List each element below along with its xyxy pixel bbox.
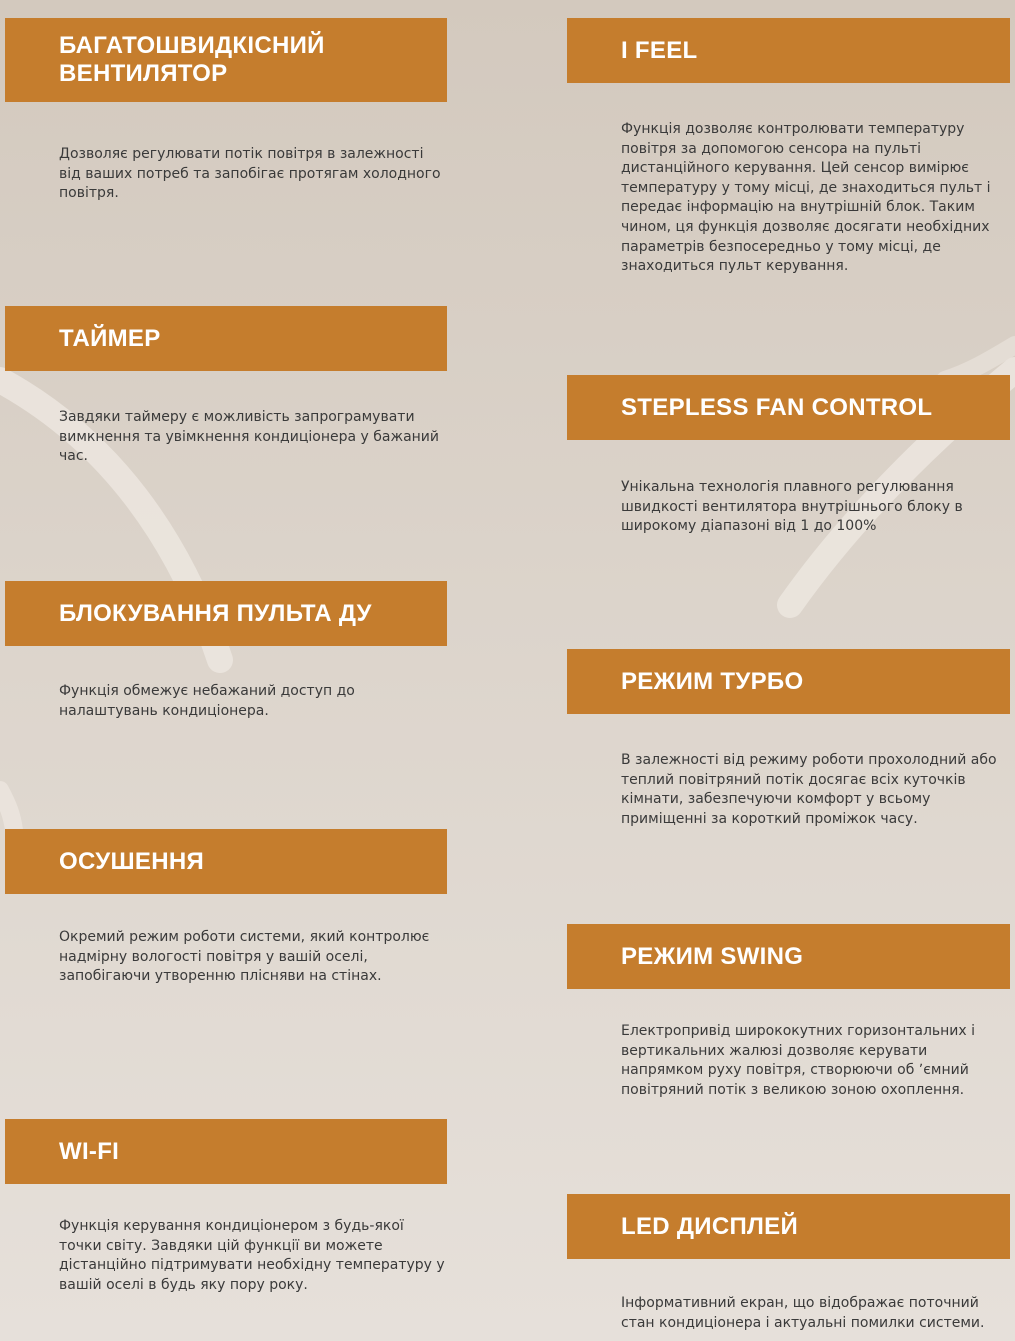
feature-title-banner — [567, 1194, 1010, 1259]
feature-title: WI-FI — [59, 1137, 120, 1165]
feature-description: Функція обмежує небажаний доступ до налаштувань кондиціонера. — [59, 683, 355, 719]
feature-title: STEPLESS FAN CONTROL — [621, 393, 933, 421]
feature-description: Функція дозволяє контролювати температуру повітря за допомогою сенсора на пульті дистанційного керування. Цей сенсор вимірює температуру у тому місці, де знаходиться пульт і передає інформацію на внутрішній блок. Таким чином, ця функція дозволяє досягати необхідних параметрів безпосередньо у тому місці, де знаходиться пульт керування. — [621, 121, 991, 275]
feature-title: I FEEL — [621, 36, 698, 64]
feature-description: Окремий режим роботи системи, який контролює надмірну вологості повітря у вашій оселі, запобігаючи утворенню плісняви на стінах. — [59, 929, 430, 985]
feature-title-banner — [5, 1119, 447, 1184]
feature-description: Дозволяє регулювати потік повітря в залежності від ваших потреб та запобігає протягам холодного повітря. — [59, 146, 441, 202]
feature-title: БАГАТОШВИДКІСНИЙ ВЕНТИЛЯТОР — [59, 32, 325, 87]
feature-description: Електропривід ширококутних горизонтальних і вертикальних жалюзі дозволяє керувати напрямком руху повітря, створюючи об ʼємний повітряний потік з великою зоною охоплення. — [621, 1023, 976, 1098]
feature-title-banner — [567, 649, 1010, 714]
feature-title-banner — [567, 924, 1010, 989]
feature-description: Унікальна технологія плавного регулювання швидкості вентилятора внутрішнього блоку в широкому діапазоні від 1 до 100% — [621, 479, 963, 535]
feature-title: LED ДИСПЛЕЙ — [621, 1212, 798, 1240]
feature-title-banner — [5, 306, 447, 371]
feature-title-banner — [567, 18, 1010, 83]
feature-title-banner — [5, 829, 447, 894]
feature-title: ОСУШЕННЯ — [59, 847, 205, 875]
feature-title: ТАЙМЕР — [59, 324, 161, 352]
feature-description: Функція керування кондиціонером з будь-якої точки світу. Завдяки цій функції ви можете дістанційно підтримувати необхідну температуру у вашій оселі в будь яку пору року. — [59, 1218, 445, 1293]
feature-description: Інформативний екран, що відображає поточний стан кондиціонера і актуальні помилки системи. — [621, 1295, 985, 1331]
feature-description: В залежності від режиму роботи прохолодний або теплий повітряний потік досягає всіх куточків кімнати, забезпечуючи комфорт у всьому приміщенні за короткий проміжок часу. — [621, 752, 997, 827]
feature-description: Завдяки таймеру є можливість запрограмувати вимкнення та увімкнення кондиціонера у бажаний час. — [59, 409, 439, 465]
feature-title-banner — [5, 581, 447, 646]
feature-title: РЕЖИМ ТУРБО — [621, 667, 804, 695]
feature-title-banner — [5, 18, 447, 102]
feature-title-banner — [567, 375, 1010, 440]
feature-title: РЕЖИМ SWING — [621, 942, 804, 970]
feature-title: БЛОКУВАННЯ ПУЛЬТА ДУ — [59, 599, 372, 627]
